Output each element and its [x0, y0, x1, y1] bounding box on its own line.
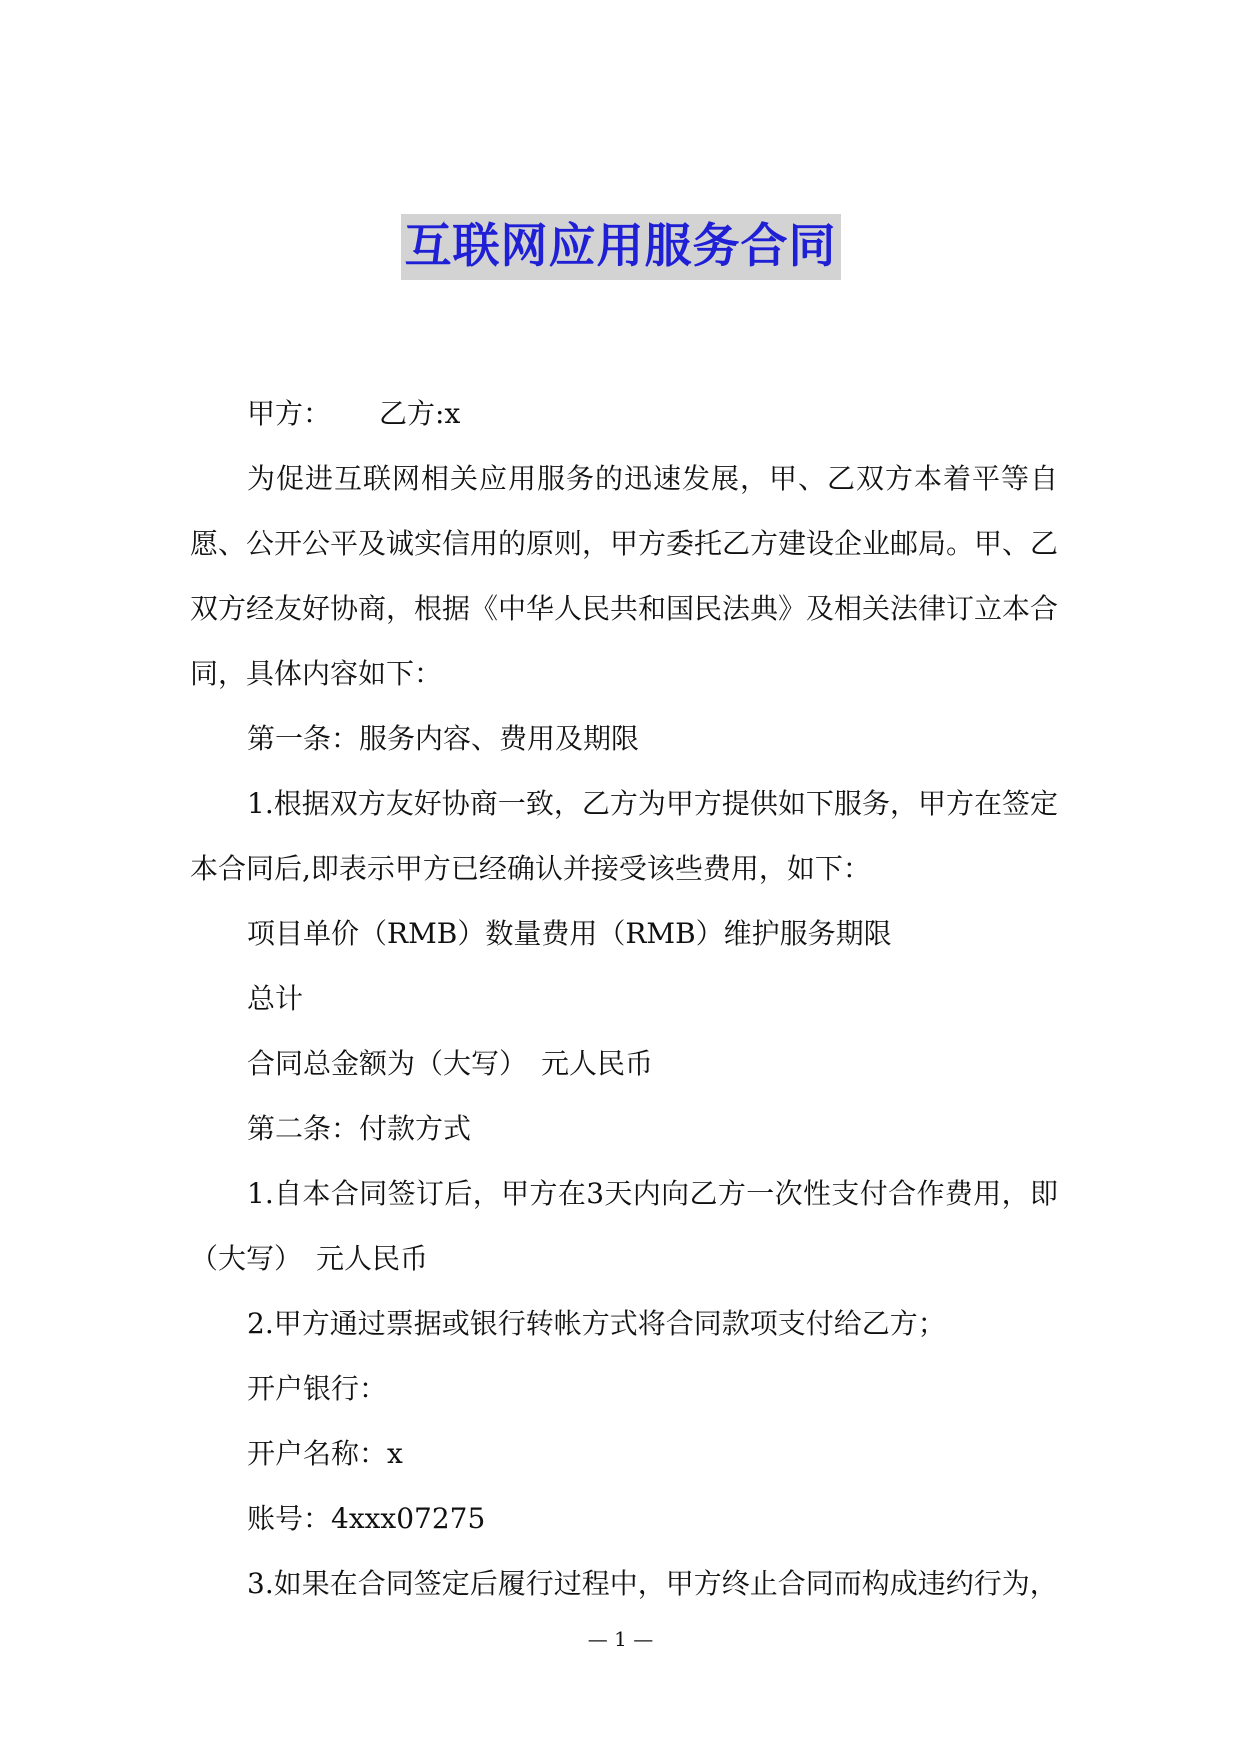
article-2-clause-3: 3.如果在合同签定后履行过程中，甲方终止合同而构成违约行为，: [247, 1567, 1058, 1600]
article-2-heading: 第二条：付款方式: [247, 1112, 472, 1145]
document-body: [190, 381, 1058, 1616]
article-2-clause-2: 2.甲方通过票据或银行转帐方式将合同款项支付给乙方；: [247, 1307, 946, 1340]
document-title: 互联网应用服务合同: [401, 214, 841, 280]
fee-table-header: 项目单价（RMB）数量费用（RMB）维护服务期限: [247, 917, 892, 950]
bank-name-field: 开户银行：: [247, 1372, 388, 1405]
contract-total-amount: 合同总金额为（大写） 元人民币: [247, 1047, 654, 1080]
party-a-label: 甲方：: [247, 397, 332, 430]
fee-total-label: 总计: [247, 982, 304, 1015]
party-b-label: 乙方:x: [379, 397, 461, 430]
article-1-heading: 第一条：服务内容、费用及期限: [247, 722, 640, 755]
article-2-clause-1: 1.自本合同签订后，甲方在3天内向乙方一次性支付合作费用，即（大写） 元人民币: [190, 1177, 1058, 1275]
parties-line: [190, 381, 1058, 446]
account-name-field: 开户名称：x: [247, 1437, 403, 1470]
article-1-clause-1: 1.根据双方友好协商一致，乙方为甲方提供如下服务，甲方在签定本合同后,即表示甲方已经确认并接受该些费用，如下：: [190, 787, 1058, 885]
account-number-field: 账号：4xxx07275: [247, 1502, 486, 1535]
title-container: [0, 214, 1241, 280]
page-number: — 1 —: [587, 1627, 654, 1651]
intro-paragraph: 为促进互联网相关应用服务的迅速发展，甲、乙双方本着平等自愿、公开公平及诚实信用的原则，甲方委托乙方建设企业邮局。甲、乙双方经友好协商，根据《中华人民共和国民法典》及相关法律订立本合同，具体内容如下：: [190, 462, 1059, 690]
